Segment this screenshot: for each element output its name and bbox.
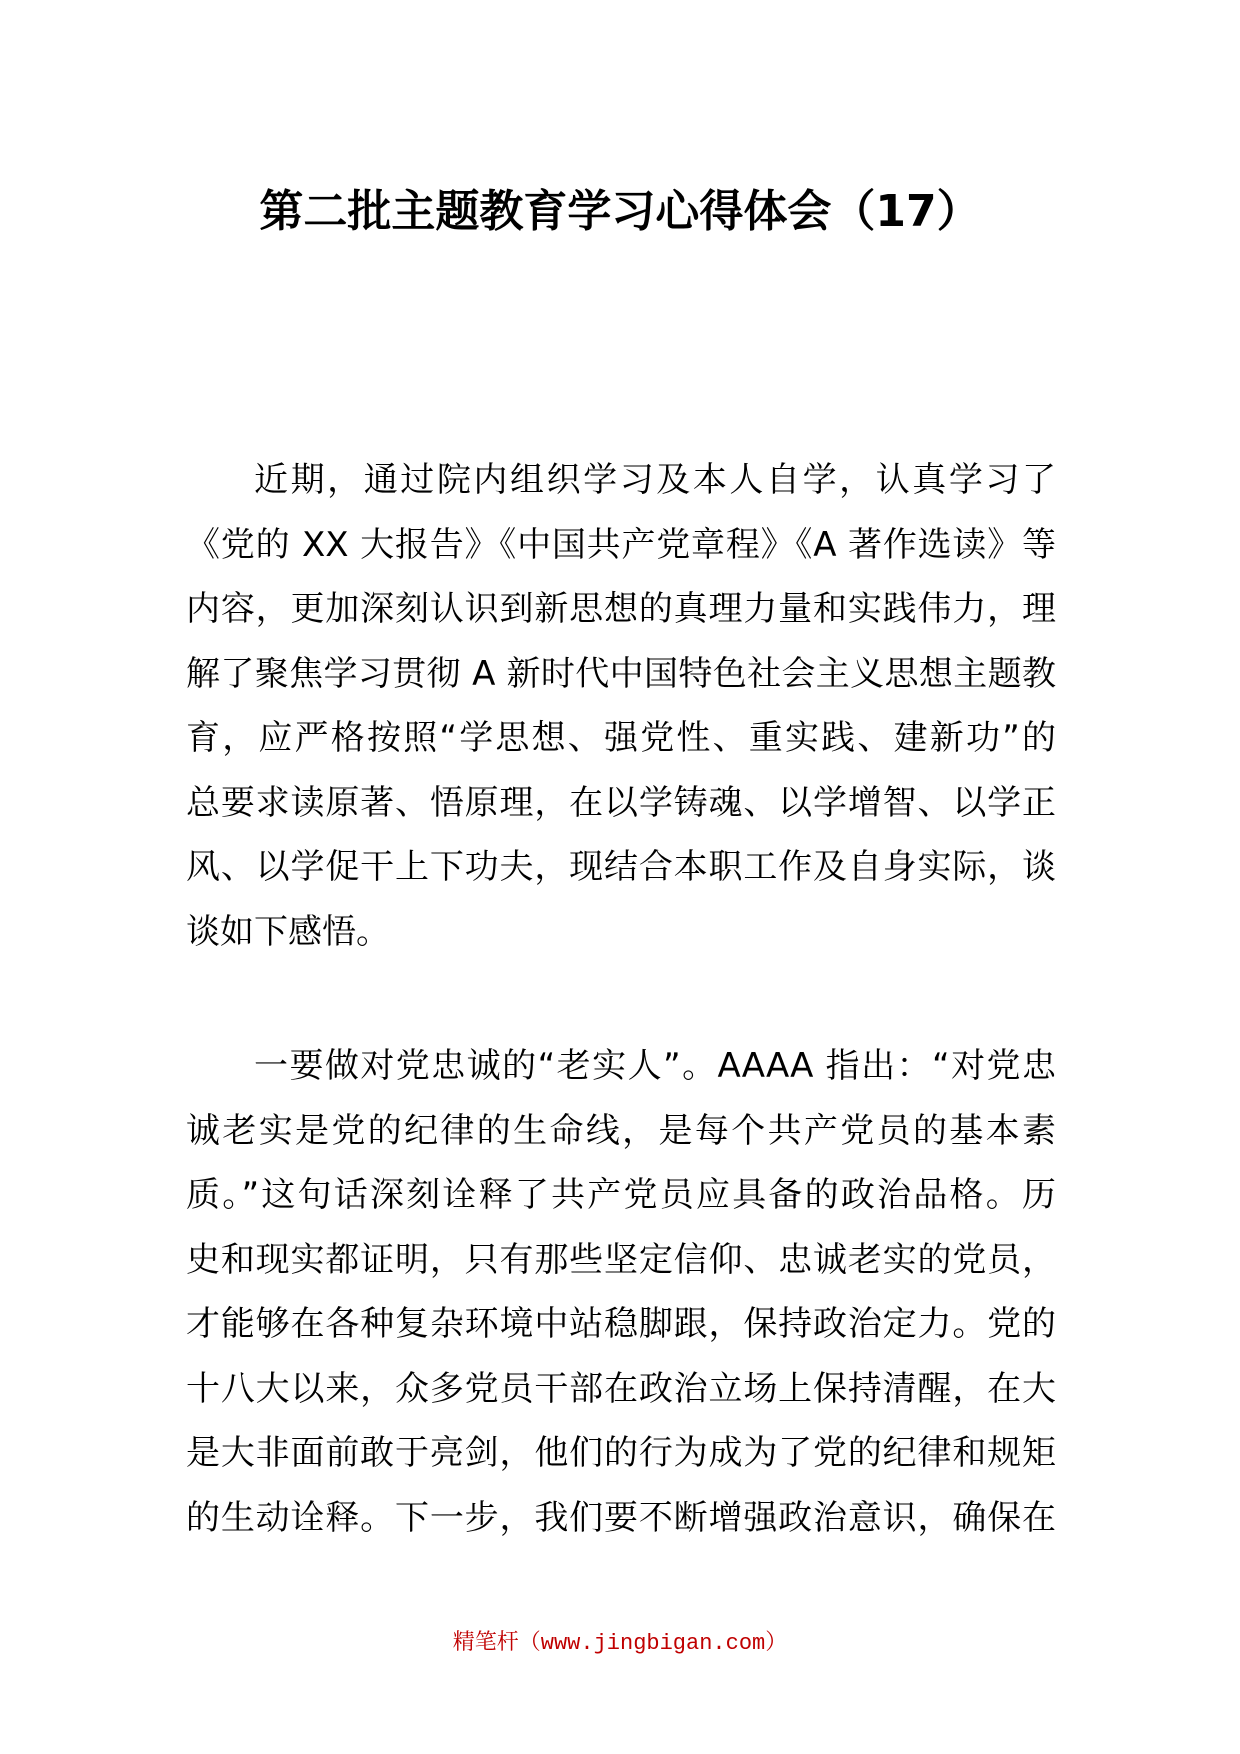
- paragraph-loyalty: [186, 1034, 1056, 1550]
- paragraph-line: 内容，更加深刻认识到新思想的真理力量和实践伟力，理: [186, 589, 1056, 629]
- paragraph-line: 才能够在各种复杂环境中站稳脚跟，保持政治定力。党的: [186, 1304, 1056, 1344]
- paragraph-line: 育，应严格按照“学思想、强党性、重实践、建新功”的: [186, 718, 1056, 758]
- footer-url[interactable]: （www.jingbigan.com）: [518, 1631, 788, 1656]
- paragraph-line: 质。”这句话深刻诠释了共产党员应具备的政治品格。历: [186, 1175, 1056, 1215]
- page-footer: [0, 1628, 1240, 1659]
- paragraph-line: 近期，通过院内组织学习及本人自学，认真学习了: [254, 460, 1056, 500]
- paragraph-line: 是大非面前敢于亮剑，他们的行为成为了党的纪律和规矩: [186, 1433, 1056, 1473]
- footer-brand: 精笔杆: [452, 1630, 519, 1655]
- paragraph-line: 风、以学促干上下功夫，现结合本职工作及自身实际，谈: [186, 847, 1056, 887]
- paragraph-line: 诚老实是党的纪律的生命线，是每个共产党员的基本素: [186, 1110, 1056, 1151]
- paragraph-line: 的生动诠释。下一步，我们要不断增强政治意识，确保在: [186, 1497, 1056, 1538]
- paragraph-line: 史和现实都证明，只有那些坚定信仰、忠诚老实的党员，: [186, 1239, 1056, 1280]
- paragraph-line: 《党的 XX 大报告》《中国共产党章程》《A 著作选读》等: [186, 524, 1056, 565]
- document-title: 第二批主题教育学习心得体会（17）: [259, 186, 981, 237]
- paragraph-line: 十八大以来，众多党员干部在政治立场上保持清醒，在大: [186, 1368, 1056, 1409]
- paragraph-line: 总要求读原著、悟原理，在以学铸魂、以学增智、以学正: [186, 782, 1056, 823]
- paragraph-intro: [186, 448, 1056, 964]
- paragraph-line: 谈如下感悟。: [186, 911, 390, 952]
- paragraph-line: 一要做对党忠诚的“老实人”。AAAA 指出：“对党忠: [254, 1046, 1056, 1086]
- paragraph-line: 解了聚焦学习贯彻 A 新时代中国特色社会主义思想主题教: [186, 653, 1056, 694]
